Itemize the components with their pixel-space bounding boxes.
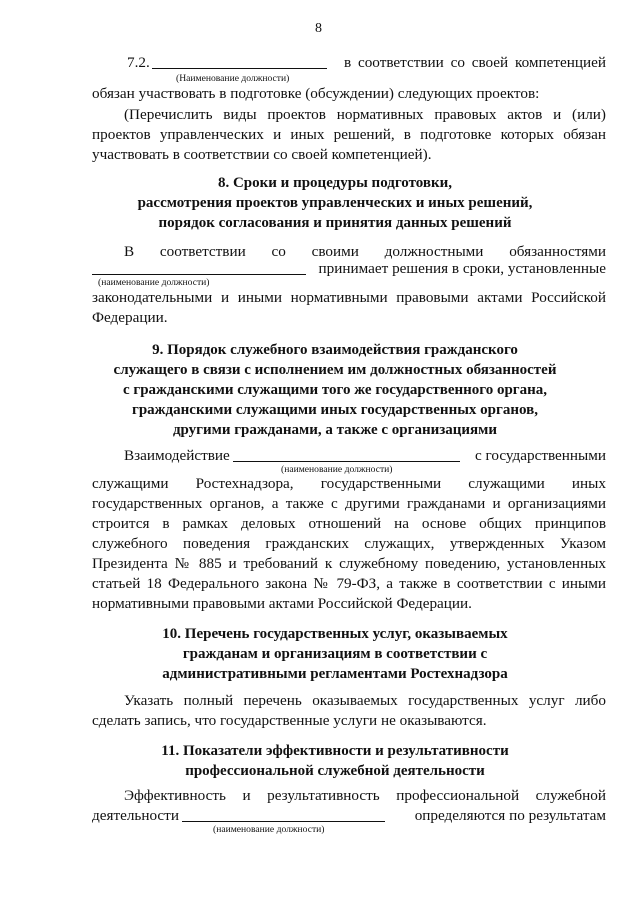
section-11-heading-1: 11. Показатели эффективности и результативности xyxy=(161,743,509,759)
section-11-heading-2: профессиональной служебной деятельности xyxy=(185,763,485,779)
section-9-heading-1: 9. Порядок служебного взаимодействия гражданского xyxy=(152,342,518,358)
section-11-body-1: Эффективность и результативность профессиональной служебной xyxy=(124,787,606,804)
section-10-body-2: сделать запись, что государственные услуги не оказываются. xyxy=(92,712,487,729)
section-8-line-3: законодательными и иными нормативными правовыми актами Российской xyxy=(92,289,606,306)
position-blank-line xyxy=(233,461,460,462)
section-9-body-7: нормативными правовыми актами Российской Федерации. xyxy=(92,595,472,612)
item-7-2-note-line-1: (Перечислить виды проектов нормативных правовых актов и (или) xyxy=(124,106,606,123)
section-9-heading-5: другими гражданами, а также с организациями xyxy=(172,422,498,438)
position-caption: (наименование должности) xyxy=(98,277,210,288)
section-9-body-5: Президента № 885 и требований к служебному поведению, установленных xyxy=(92,555,606,572)
position-caption: (наименование должности) xyxy=(213,824,325,835)
section-9-heading-3: с гражданскими служащими того же государственного органа, xyxy=(122,382,548,398)
item-7-2-note-line-2: проектов управленческих и иных решений, в подготовке которых обязан xyxy=(92,126,606,143)
section-8-heading-3: порядок согласования и принятия данных решений xyxy=(158,215,512,231)
position-blank-line xyxy=(92,274,306,275)
page-number: 8 xyxy=(315,21,322,36)
section-9-lead: Взаимодействие xyxy=(124,447,230,464)
section-10-heading-2: гражданам и организациям в соответствии с xyxy=(182,646,488,662)
section-9-heading-4: гражданскими служащими иных государственных органов, xyxy=(132,402,538,418)
section-11-body-2-tail: определяются по результатам xyxy=(414,807,606,824)
section-9-body-6: статьей 18 Федерального закона № 79-ФЗ, а также в соответствии с иными xyxy=(92,575,606,592)
item-7-2-number: 7.2. xyxy=(127,54,150,71)
section-8-heading-1: 8. Сроки и процедуры подготовки, xyxy=(217,175,453,191)
item-7-2-line-2: обязан участвовать в подготовке (обсуждении) следующих проектов: xyxy=(92,85,540,102)
section-9-heading-2: служащего в связи с исполнением им должностных обязанностей xyxy=(113,362,557,378)
position-caption: (наименование должности) xyxy=(281,464,393,475)
item-7-2-tail: в соответствии со своей компетенцией xyxy=(344,54,606,71)
section-8-line-2-tail: принимает решения в сроки, установленные xyxy=(318,260,606,277)
section-8-line-4: Федерации. xyxy=(92,309,168,326)
position-blank-line xyxy=(182,821,385,822)
item-7-2-note-line-3: участвовать в соответствии со своей компетенцией). xyxy=(92,146,432,163)
section-9-body-3: строится в рамках деловых отношений на основе общих принципов xyxy=(92,515,606,532)
section-8-heading-2: рассмотрения проектов управленческих и иных решений, xyxy=(137,195,533,211)
section-9-body-4: служебного поведения гражданских служащих, утвержденных Указом xyxy=(92,535,606,552)
section-9-body-1: служащими Ростехнадзора, государственными служащими иных xyxy=(92,475,606,492)
section-9-body-2: государственных органов, а также с другими гражданами и организациями xyxy=(92,495,606,512)
section-10-heading-3: административными регламентами Ростехнадзора xyxy=(162,666,508,682)
section-11-body-2-lead: деятельности xyxy=(92,807,179,824)
section-10-body-1: Указать полный перечень оказываемых государственных услуг либо xyxy=(124,692,606,709)
section-10-heading-1: 10. Перечень государственных услуг, оказываемых xyxy=(162,626,508,642)
section-9-lead-tail: с государственными xyxy=(475,447,606,464)
position-blank-line xyxy=(152,68,327,69)
position-caption: (Наименование должности) xyxy=(176,73,290,84)
section-8-line-1: В соответствии со своими должностными обязанностями xyxy=(124,243,606,260)
